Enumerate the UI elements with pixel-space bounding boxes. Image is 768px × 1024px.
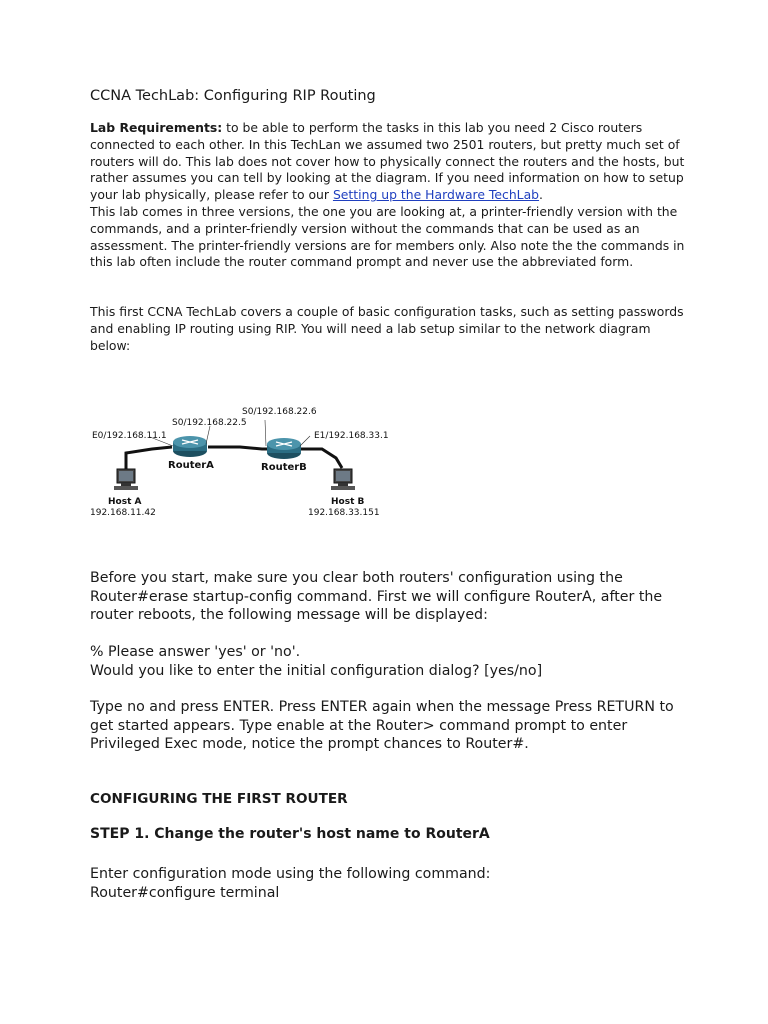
overview-paragraph: This first CCNA TechLab covers a couple of basic configuration tasks, such as setting passwords and enabling IP routing using RIP. You will need a lab setup similar to the network diagram below: [90, 304, 684, 353]
prompt-message-line-2: Would you like to enter the initial configuration dialog? [yes/no] [90, 662, 543, 679]
page-title: CCNA TechLab: Configuring RIP Routing [90, 88, 376, 104]
step1-line-1: Enter configuration mode using the following command: [90, 866, 491, 882]
cable-hostA-routerA [126, 447, 172, 469]
type-no-paragraph: Type no and press ENTER. Press ENTER again when the message Press RETURN to get started appears. Type enable at the Router> command prompt to enter Privileged Exec mode, notice the prompt chances to Router#. [90, 699, 674, 752]
hardware-techlab-link[interactable]: Setting up the Hardware TechLab [332, 187, 540, 203]
router-a-e0-label: E0/192.168.11.1 [92, 431, 167, 441]
step1-heading: STEP 1. Change the router's host name to RouterA [90, 826, 490, 842]
prompt-message [90, 643, 680, 680]
lab-requirements-label: Lab Requirements: [90, 120, 223, 135]
host-b-computer-icon [331, 469, 355, 490]
router-a-icon [173, 436, 207, 457]
host-a-ip: 192.168.11.42 [90, 508, 156, 518]
lab-requirements-paragraph [90, 120, 685, 271]
section-heading: CONFIGURING THE FIRST ROUTER [90, 791, 348, 807]
prompt-message-line-1: % Please answer 'yes' or 'no'. [90, 644, 301, 660]
router-a-s0-label: S0/192.168.22.5 [172, 418, 247, 428]
router-b-e1-label: E1/192.168.33.1 [314, 431, 389, 441]
router-b-icon [267, 438, 301, 459]
cables [126, 447, 342, 469]
link-trailing-period: . [539, 187, 543, 203]
host-a-label: Host A [108, 497, 142, 507]
router-a-label: RouterA [168, 460, 214, 471]
host-b-ip: 192.168.33.151 [308, 508, 380, 518]
cable-routerA-routerB [208, 447, 270, 449]
step1-command: Router#configure terminal [90, 884, 280, 901]
lab-requirements-text: to be able to perform the tasks in this lab you need 2 Cisco routers connected to each other. In this TechLan we assumed two 2501 routers, but pretty much set of routers will do. This lab does not cover how to physically connect the routers and the hosts, but rather assumes you can tell by looking at the diagram. If you need information on how to setup your lab physically, please refer to our [90, 120, 685, 203]
versions-text: This lab comes in three versions, the one you are looking at, a printer-friendly version with the commands, and a printer-friendly version without the commands that can be used as an assessment. The printer-friendly versions are for members only. Also note the the commands in this lab often include the router command prompt and never use the abbreviated form. [90, 203, 685, 270]
router-b-label: RouterB [261, 462, 307, 473]
host-b-label: Host B [331, 497, 365, 507]
before-start-paragraph: Before you start, make sure you clear both routers' configuration using the Router#erase startup-config command. First we will configure RouterA, after the router reboots, the following message will be displayed: [90, 570, 663, 623]
network-diagram [90, 398, 400, 518]
host-a-computer-icon [114, 469, 138, 490]
router-b-s0-label: S0/192.168.22.6 [242, 407, 317, 417]
step1-text [90, 865, 680, 902]
